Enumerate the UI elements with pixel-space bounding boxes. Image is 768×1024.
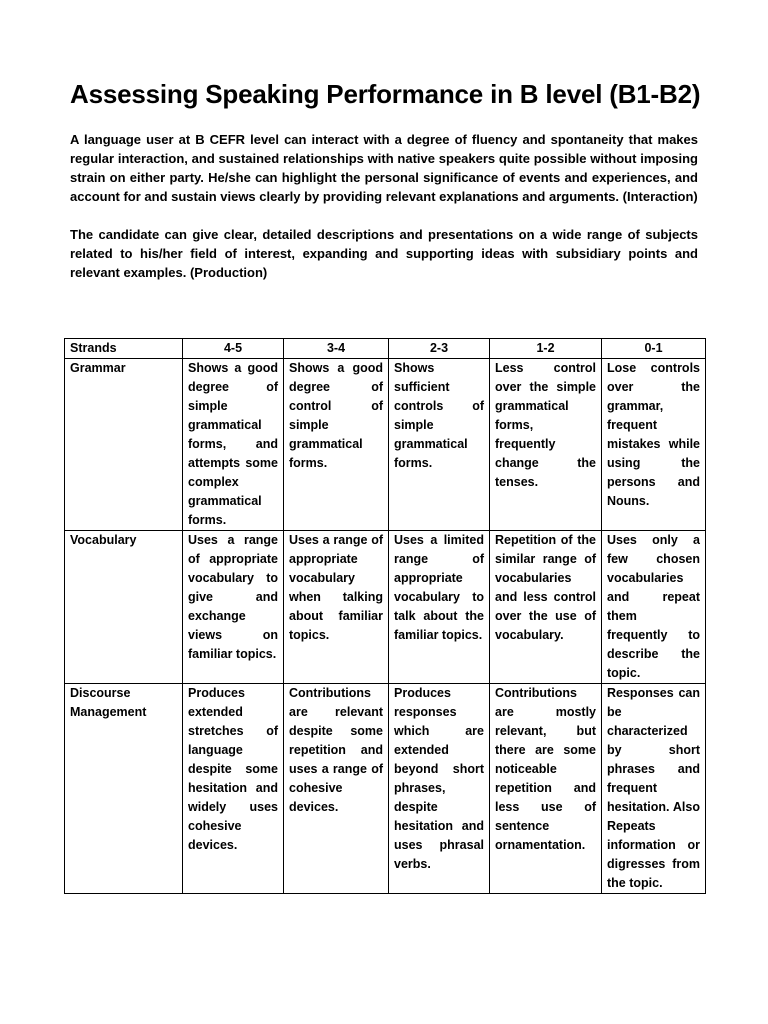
grammar-score-4-5: Shows a good degree of simple grammatical forms, and attempts some complex grammatical forms. — [183, 359, 284, 531]
header-score-3-4: 3-4 — [284, 339, 389, 359]
vocabulary-score-4-5: Uses a range of appropriate vocabulary to give and exchange views on familiar topics. — [183, 531, 284, 684]
grammar-score-0-1: Lose controls over the grammar, frequent mistakes while using the persons and Nouns. — [602, 359, 706, 531]
discourse-score-1-2: Contributions are mostly relevant, but there are some noticeable repetition and less use of sentence ornamentation. — [490, 684, 602, 894]
grammar-score-3-4: Shows a good degree of control of simple grammatical forms. — [284, 359, 389, 531]
grammar-score-1-2: Less control over the simple grammatical forms, frequently change the tenses. — [490, 359, 602, 531]
table-header-row — [65, 339, 706, 359]
grammar-score-2-3: Shows sufficient controls of simple grammatical forms. — [389, 359, 490, 531]
strand-discourse-management: Discourse Management — [65, 684, 183, 894]
discourse-score-0-1: Responses can be characterized by short phrases and frequent hesitation. Also Repeats information or digresses from the topic. — [602, 684, 706, 894]
strand-vocabulary: Vocabulary — [65, 531, 183, 684]
table-row-discourse-management — [65, 684, 706, 894]
header-score-0-1: 0-1 — [602, 339, 706, 359]
table-row-grammar — [65, 359, 706, 531]
discourse-score-2-3: Produces responses which are extended beyond short phrases, despite hesitation and uses phrasal verbs. — [389, 684, 490, 894]
intro-paragraph-interaction: A language user at B CEFR level can interact with a degree of fluency and spontaneity that makes regular interaction, and sustained relationships with native speakers quite possible without imposing strain on either party. He/she can highlight the personal significance of events and experiences, and account for and sustain views clearly by providing relevant explanations and arguments. (Interaction) — [70, 132, 698, 204]
vocabulary-score-1-2: Repetition of the similar range of vocabularies and less control over the use of vocabulary. — [490, 531, 602, 684]
vocabulary-score-2-3: Uses a limited range of appropriate vocabulary to talk about the familiar topics. — [389, 531, 490, 684]
discourse-score-4-5: Produces extended stretches of language despite some hesitation and widely uses cohesive devices. — [183, 684, 284, 894]
vocabulary-score-3-4: Uses a range of appropriate vocabulary when talking about familiar topics. — [284, 531, 389, 684]
table-row-vocabulary — [65, 531, 706, 684]
intro-paragraph-production: The candidate can give clear, detailed descriptions and presentations on a wide range of subjects related to his/her field of interest, expanding and supporting ideas with subsidiary points and relevant examples. (Production) — [70, 227, 698, 280]
strand-grammar: Grammar — [65, 359, 183, 531]
header-score-1-2: 1-2 — [490, 339, 602, 359]
assessment-rubric-table — [64, 338, 706, 894]
discourse-score-3-4: Contributions are relevant despite some repetition and uses a range of cohesive devices. — [284, 684, 389, 894]
header-score-2-3: 2-3 — [389, 339, 490, 359]
header-score-4-5: 4-5 — [183, 339, 284, 359]
page-title: Assessing Speaking Performance in B level (B1-B2) — [70, 79, 701, 109]
header-strands: Strands — [65, 339, 183, 359]
vocabulary-score-0-1: Uses only a few chosen vocabularies and repeat them frequently to describe the topic. — [602, 531, 706, 684]
